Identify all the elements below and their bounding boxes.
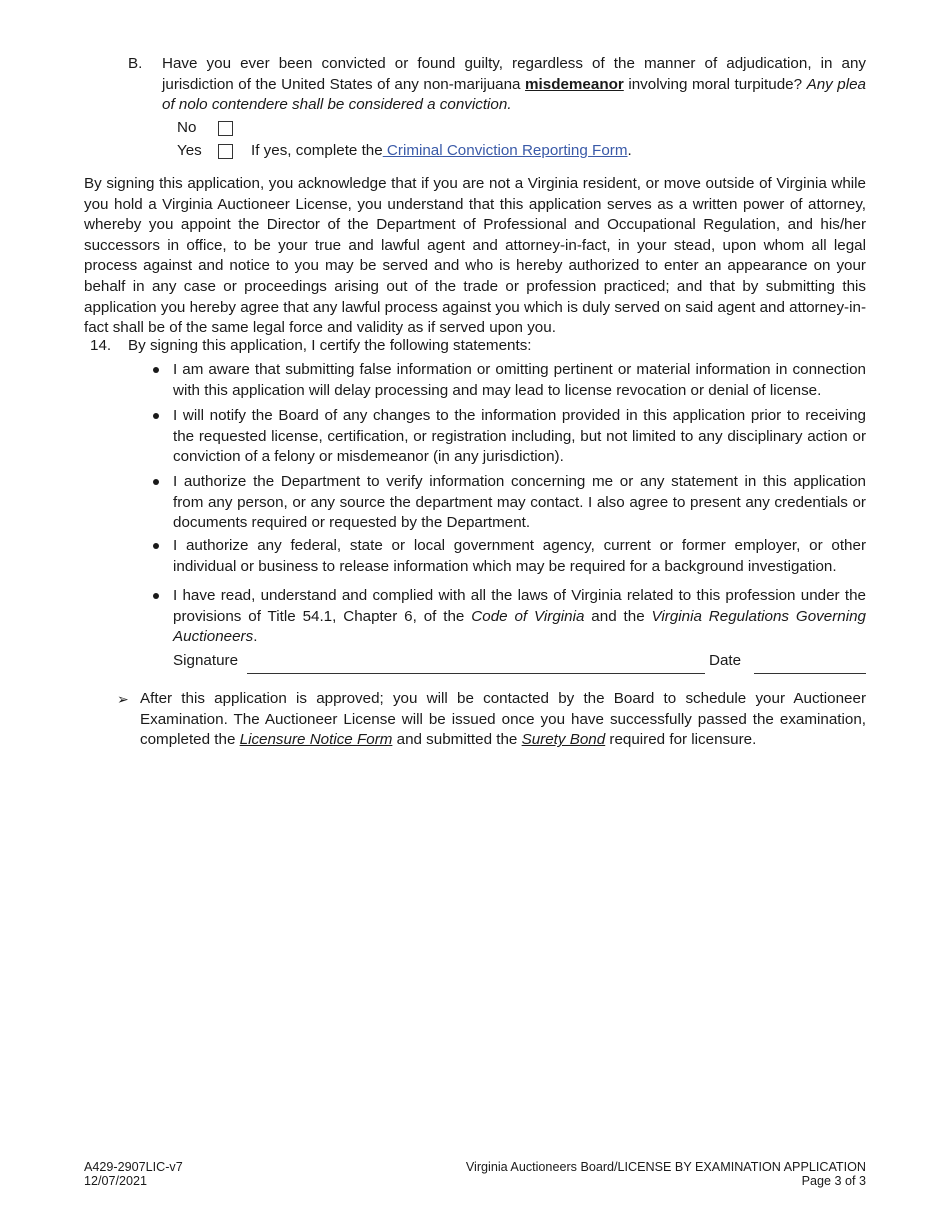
certification-bullet-3 — [152, 472, 866, 534]
power-of-attorney-paragraph: By signing this application, you acknowledge that if you are not a Virginia resident, or move outside of Virginia while you hold a Virginia Auctioneer License, you understand that this application serves as a written power of attorney, whereby you appoint the Director of the Department of Professional and Occupational Regulation, and his/her successors in office, to be your true and lawful agent and attorney-in-fact, in your stead, upon whom all legal process against and notice to you may be served and who is hereby authorized to enter an appearance on your behalf in any case or proceedings arising out of the trade or profession practiced; and that by submitting this application you hereby agree that any lawful process against you which is duly served on said agent and attorney-in-fact shall be of the same legal force and validity as if served upon you. — [84, 175, 866, 337]
option-yes-label: Yes — [177, 142, 202, 159]
approval-note — [140, 689, 866, 751]
signature-label: Signature — [173, 652, 239, 669]
date-label: Date — [709, 652, 742, 669]
regulations-title: Virginia Regulations Governing Auctioneers — [173, 607, 866, 646]
question-b-part1: Have you ever been convicted or found guilty, regardless of the manner of adjudication, in any jurisdiction of the United States of any non-marijuana — [162, 55, 866, 93]
yes-instruction-text: If yes, complete the — [251, 142, 383, 159]
certification-text-1: I am aware that submitting false information or omitting pertinent or material information in connection with this application will delay processing and may lead to license revocation or denial of license. — [173, 361, 866, 399]
yes-instruction — [251, 141, 632, 161]
question-b-letter: B. — [128, 55, 143, 72]
arrow-bullet-icon: ➢ — [117, 691, 129, 707]
bullet-dot-icon — [153, 367, 159, 373]
option-no-label: No — [177, 119, 197, 136]
certification-text-3: I authorize the Department to verify information concerning me or any statement in this application from any person, or any source the department may contact. I also agree to present any credentials or documents required or requested by the Department. — [173, 473, 866, 532]
question-b-text — [162, 54, 866, 116]
misdemeanor-emphasis: misdemeanor — [525, 75, 624, 93]
surety-bond-link[interactable]: Surety Bond — [521, 731, 606, 749]
laws-text-part3: . — [253, 628, 258, 646]
laws-text-part2: and the — [584, 607, 652, 625]
date-field[interactable] — [754, 673, 866, 674]
certification-text-5 — [173, 586, 866, 648]
certification-bullet-2 — [152, 406, 866, 468]
approval-note-part3: required for licensure. — [605, 731, 757, 749]
no-checkbox[interactable] — [218, 121, 233, 136]
bullet-dot-icon — [153, 543, 159, 549]
criminal-conviction-form-link[interactable]: Criminal Conviction Reporting Form — [382, 142, 628, 159]
approval-note-part2: and submitted the — [392, 731, 522, 749]
form-title: Virginia Auctioneers Board/LICENSE BY EXAMINATION APPLICATION — [465, 1160, 866, 1174]
footer-right — [466, 1160, 866, 1188]
signature-field[interactable] — [247, 673, 705, 674]
question-14-number: 14. — [90, 337, 112, 354]
page-number: Page 3 of 3 — [801, 1174, 866, 1188]
certification-bullet-4 — [152, 536, 866, 577]
yes-instruction-period: . — [627, 142, 632, 159]
code-of-virginia-title: Code of Virginia — [471, 607, 585, 625]
certification-bullet-5 — [152, 586, 866, 648]
option-yes-row — [177, 141, 677, 161]
form-date: 12/07/2021 — [84, 1174, 148, 1188]
bullet-dot-icon — [153, 479, 159, 485]
certification-text-4: I authorize any federal, state or local government agency, current or former employer, or other individual or business to release information which may be required for a background investigation. — [173, 537, 866, 575]
yes-checkbox[interactable] — [218, 144, 233, 159]
approval-note-part1: After this application is approved; you will be contacted by the Board to schedule your Auctioneer Examination. The Auctioneer License will be issued once you have successfully passed the examination, completed the — [140, 690, 866, 749]
question-14-intro: By signing this application, I certify the following statements: — [128, 337, 532, 354]
licensure-notice-form-link[interactable]: Licensure Notice Form — [239, 731, 393, 749]
form-id: A429-2907LIC-v7 — [84, 1160, 183, 1174]
nolo-contendere-note: Any plea of nolo contendere shall be considered a conviction. — [162, 75, 866, 114]
option-no-row — [177, 118, 257, 138]
bullet-dot-icon — [153, 413, 159, 419]
footer-left — [84, 1160, 183, 1188]
certification-bullet-1 — [152, 360, 866, 401]
question-b-part2: involving moral turpitude? — [623, 75, 807, 93]
laws-text-part1: I have read, understand and complied with all the laws of Virginia related to this profession under the provisions of Title 54.1, Chapter 6, of the — [173, 587, 866, 625]
bullet-dot-icon — [153, 593, 159, 599]
certification-text-2: I will notify the Board of any changes to the information provided in this application prior to receiving the requested license, certification, or registration including, but not limited to any disciplinary action or conviction of a felony or misdemeanor (in any jurisdiction). — [173, 407, 866, 466]
